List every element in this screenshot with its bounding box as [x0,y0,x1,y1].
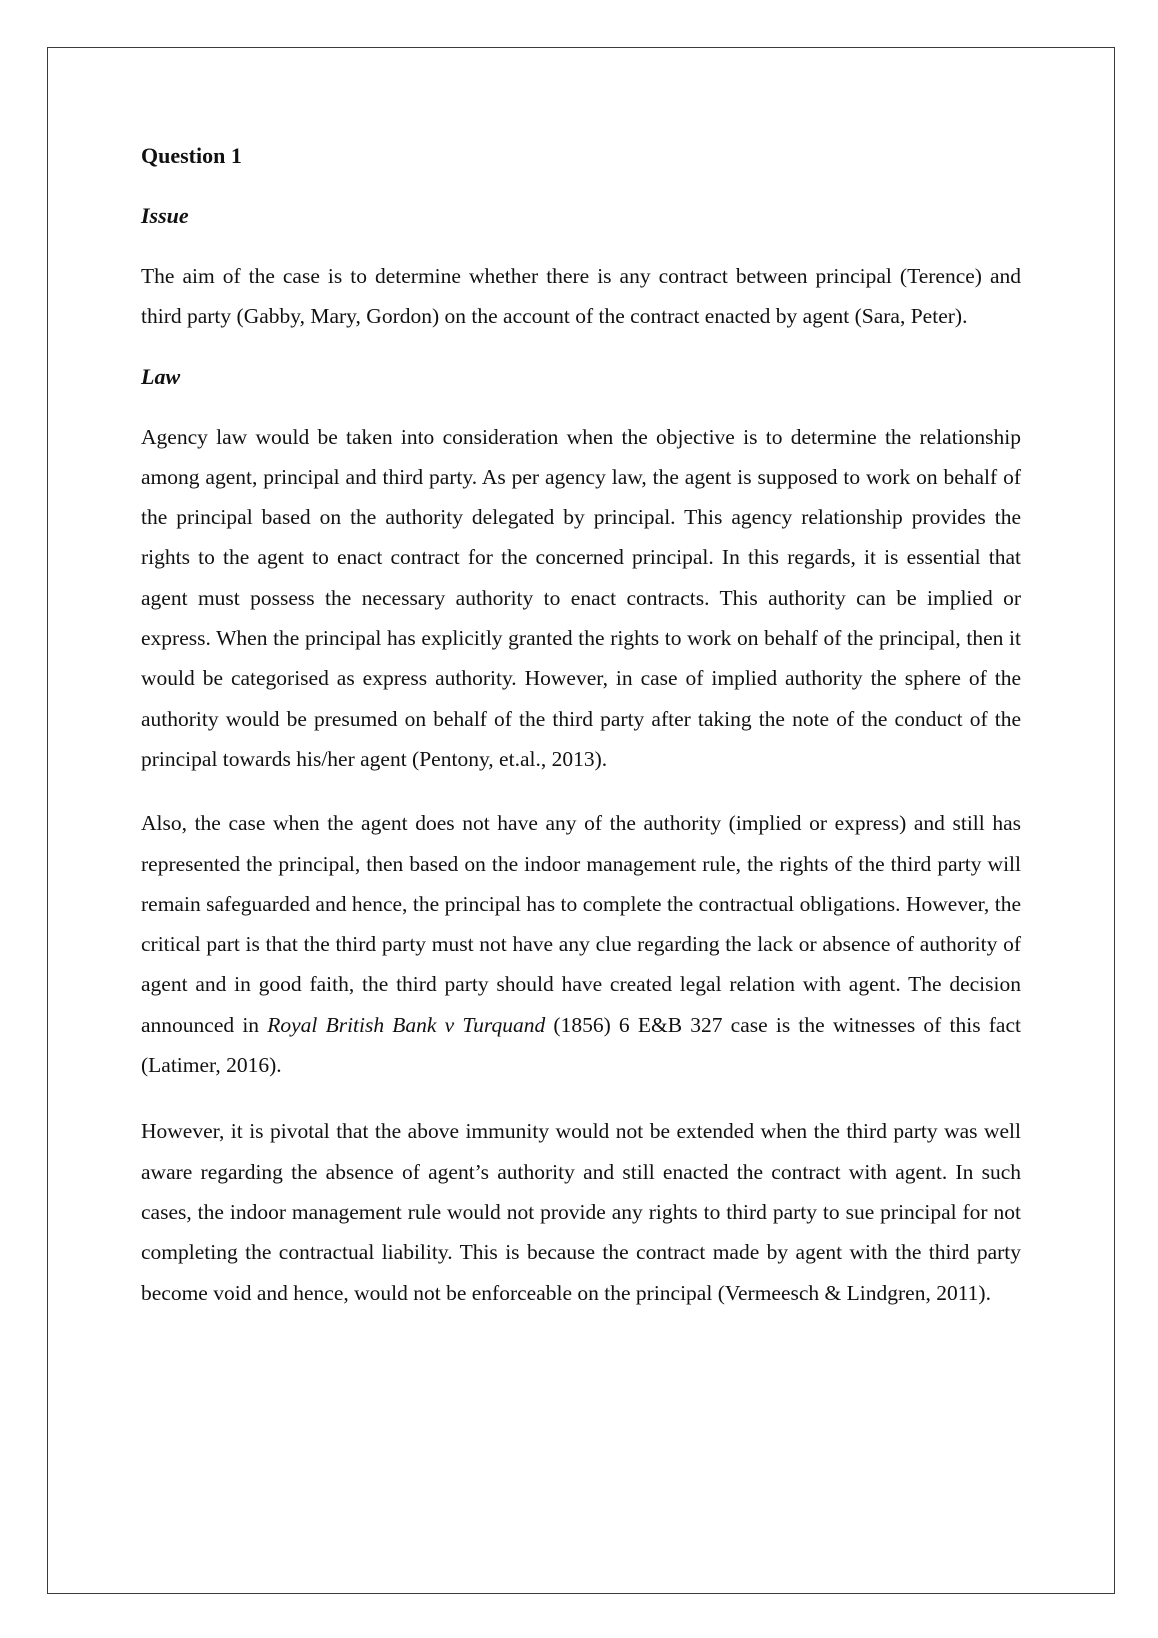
issue-paragraph: The aim of the case is to determine whether there is any contract between principal (Terence) and third party (Gabby, Mary, Gordon) on the account of the contract enacted by agent (Sara, Peter). [141,264,1021,329]
document-body [141,136,1021,1339]
issue-heading: Issue [141,203,189,228]
law-paragraph-2-text-before: Also, the case when the agent does not have any of the authority (implied or express) and still has represented the principal, then based on the indoor management rule, the rights of the third party will remain safeguarded and hence, the principal has to complete the contractual obligations. However, the critical part is that the third party must not have any clue regarding the lack or absence of authority of agent and in good faith, the third party should have created legal relation with agent. The decision announced in [141,811,1021,1037]
law-paragraph-3: However, it is pivotal that the above immunity would not be extended when the third party was well aware regarding the absence of agent’s authority and still enacted the contract with agent. In such cases, the indoor management rule would not provide any rights to third party to sue principal for not completing the contractual liability. This is because the contract made by agent with the third party become void and hence, would not be enforceable on the principal (Vermeesch & Lindgren, 2011). [141,1119,1021,1305]
law-paragraph-2 [141,803,1021,1085]
law-heading: Law [141,363,181,389]
law-paragraph-2-text-after: (1856) 6 E&B 327 case is the witnesses of this fact (Latimer, 2016). [141,1012,1021,1078]
law-paragraph-1: Agency law would be taken into consideration when the objective is to determine the relationship among agent, principal and third party. As per agency law, the agent is supposed to work on behalf of the principal based on the authority delegated by principal. This agency relationship provides the rights to the agent to enact contract for the concerned principal. In this regards, it is essential that agent must possess the necessary authority to enact contracts. This authority can be implied or express. When the principal has explicitly granted the rights to work on behalf of the principal, then it would be categorised as express authority. However, in case of implied authority the sphere of the authority would be presumed on behalf of the third party after taking the note of the conduct of the principal towards his/her agent (Pentony, et.al., 2013). [141,424,1021,771]
question-title: Question 1 [141,143,242,168]
case-citation-name: Royal British Bank v Turquand [267,1012,546,1037]
